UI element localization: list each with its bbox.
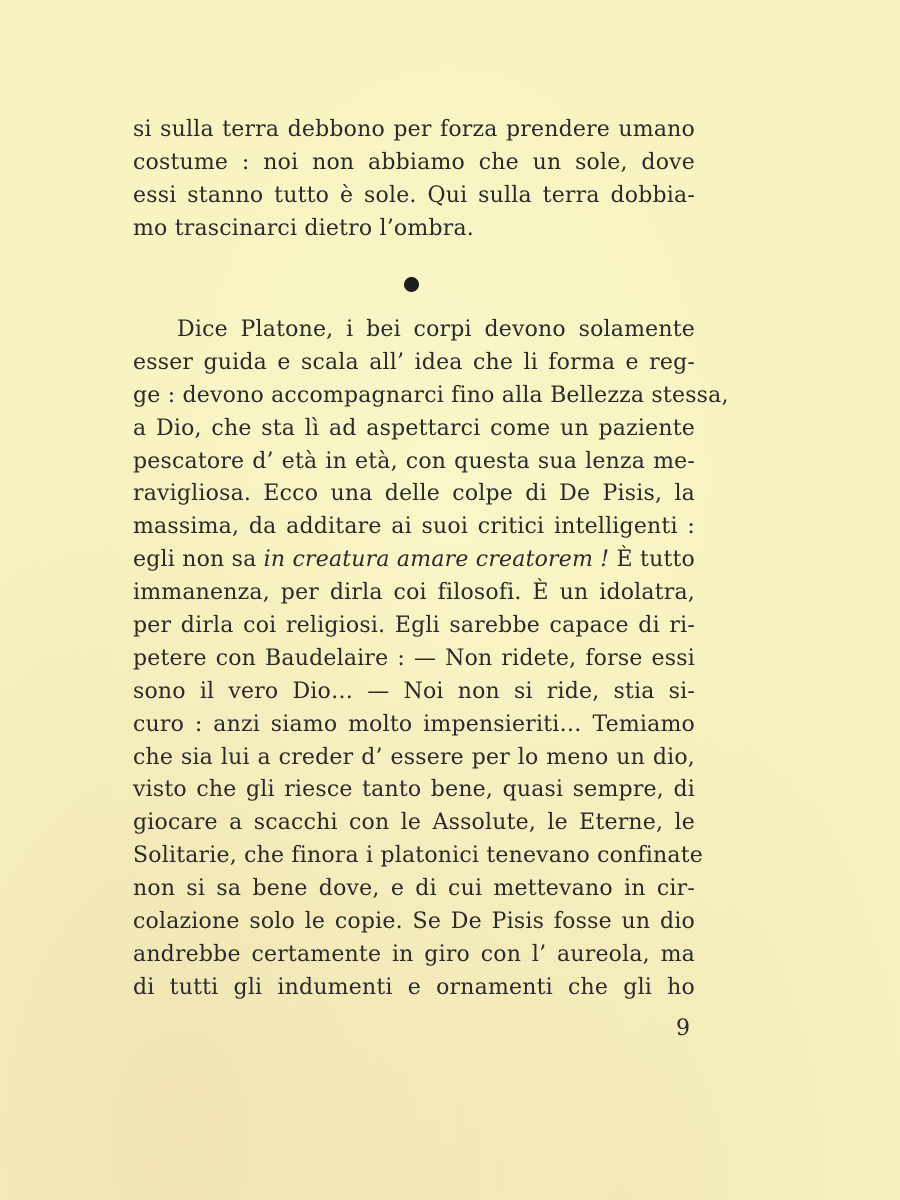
text-line: per dirla coi religiosi. Egli sarebbe capace di ri- [133, 613, 695, 639]
text-line: che sia lui a creder d’ essere per lo meno un dio, [133, 744, 695, 770]
text-line: pescatore d’ età in età, con questa sua lenza me- [133, 448, 695, 474]
text-line: si sulla terra debbono per forza prendere umano [133, 117, 695, 142]
text-line: costume : noi non abbiamo che un sole, dove [133, 149, 695, 175]
paragraph-platone [133, 314, 729, 1005]
text-line: sono il vero Dio… — Noi non si ride, stia si- [133, 678, 695, 704]
text-line: ravigliosa. Ecco una delle colpe di De Pisis, la [133, 481, 695, 507]
page-number: 9 [676, 1016, 690, 1041]
text-line: visto che gli riesce tanto bene, quasi sempre, di [133, 777, 695, 803]
text-line: a Dio, che sta lì ad aspettarci come un paziente [133, 415, 695, 441]
text-line: colazione solo le copie. Se De Pisis fosse un dio [133, 909, 695, 935]
text-line: Dice Platone, i bei corpi devono solamente [177, 317, 695, 342]
text-line: immanenza, per dirla coi filosofi. È un idolatra, [133, 580, 695, 606]
text-line: massima, da additare ai suoi critici intelligenti : [133, 514, 695, 540]
text-line: di tutti gli indumenti e ornamenti che gli ho [133, 974, 695, 1000]
section-break-ornament [404, 277, 419, 292]
text-line: andrebbe certamente in giro con l’ aureola, ma [133, 941, 695, 967]
text-line: giocare a scacchi con le Assolute, le Eterne, le [133, 810, 695, 836]
paragraph-continued [133, 114, 695, 246]
latin-quote: in creatura amare creatorem ! [263, 547, 610, 573]
text-line: petere con Baudelaire : — Non ridete, forse essi [133, 645, 695, 671]
text-line: esser guida e scala all’ idea che li forma e reg- [133, 349, 695, 375]
text-line-with-italic [133, 544, 695, 577]
text-line: mo trascinarci dietro l’ombra. [133, 215, 474, 241]
text-line: Solitarie, che finora i platonici tenevano confinate [133, 843, 703, 869]
text-segment: egli non sa [133, 547, 264, 573]
text-line: curo : anzi siamo molto impensieriti… Temiamo [133, 711, 695, 737]
text-line: essi stanno tutto è sole. Qui sulla terra dobbia- [133, 182, 695, 208]
text-line: non si sa bene dove, e di cui mettevano in cir- [133, 876, 695, 902]
text-line: ge : devono accompagnarci fino alla Bellezza stessa, [133, 382, 729, 408]
text-segment: È tutto [609, 547, 695, 573]
